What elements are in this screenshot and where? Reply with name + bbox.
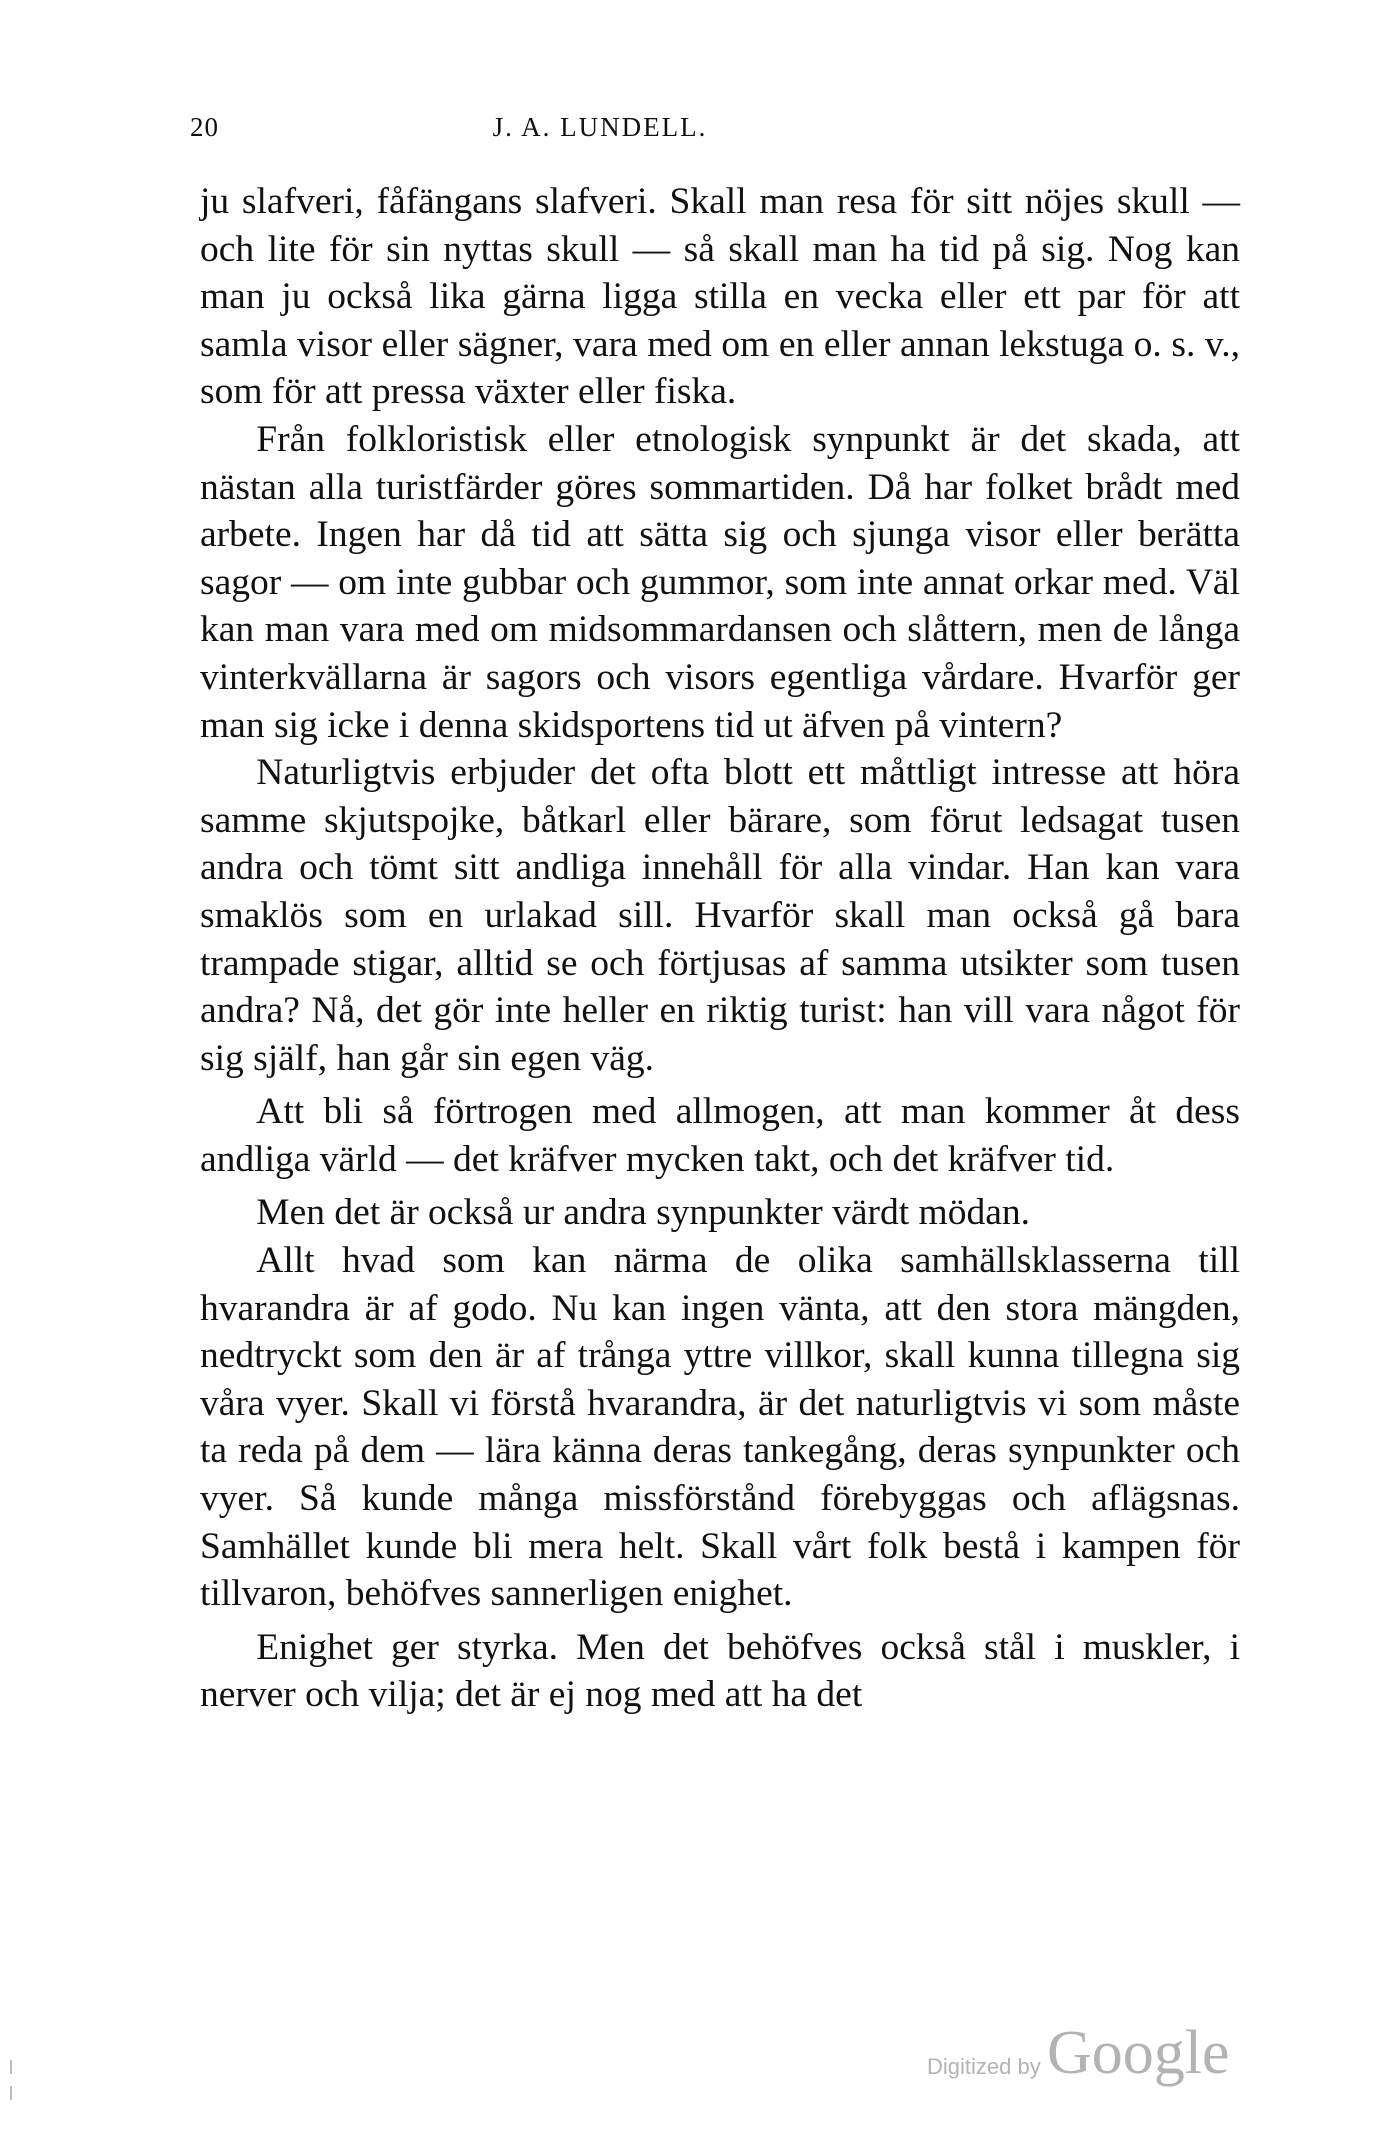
margin-mark-upper [10,2060,12,2074]
body-text [200,178,1240,1719]
paragraph-6: Allt hvad som kan närma de olika samhällsklasserna till hvarandra är af godo. Nu kan ingen vänta, att den stora mängden, nedtryckt som den är af trånga yttre villkor, skall kunna tillegna sig våra vyer. Skall vi förstå hvarandra, är det naturligtvis vi som måste ta reda på dem — lära känna deras tankegång, deras synpunkter och vyer. Så kunde många missförstånd förebyggas och aflägsnas. Samhället kunde bli mera helt. Skall vårt folk bestå i kampen för tillvaron, behöfves sannerligen enighet. [200,1240,1240,1615]
page-number: 20 [190,112,219,142]
paragraph-4: Att bli så förtrogen med allmogen, att man kommer åt dess andliga värld — det kräfver mycken takt, och det kräfver tid. [200,1091,1240,1180]
google-logo: Google [1047,2019,1230,2087]
paragraph-3: Naturligtvis erbjuder det ofta blott ett måttligt intresse att höra samme skjutspojke, båtkarl eller bärare, som förut ledsagat tusen andra och tömt sitt andliga innehåll för alla vindar. Han kan vara smaklös som en urlakad sill. Hvarför skall man också gå bara trampade stigar, alltid se och förtjusas af samma utsikter som tusen andra? Nå, det gör inte heller en riktig turist: han vill vara något för sig själf, han går sin egen väg. [200,752,1240,1079]
paragraph-1: ju slafveri, fåfängans slafveri. Skall man resa för sitt nöjes skull — och lite för sin nyttas skull — så skall man ha tid på sig. Nog kan man ju också lika gärna ligga stilla en vecka eller ett par för att samla visor eller sägner, vara med om en eller annan lekstuga o. s. v., som för att pressa växter eller fiska. [200,181,1240,413]
paragraph-5: Men det är också ur andra synpunkter värdt mödan. [256,1192,1030,1234]
margin-mark-lower [10,2086,12,2100]
paragraph-2: Från folkloristisk eller etnologisk synpunkt är det skada, att nästan alla turistfärder göres sommartiden. Då har folket brådt med arbete. Ingen har då tid att sätta sig och sjunga visor eller berätta sagor — om inte gubbar och gummor, som inte annat orkar med. Väl kan man vara med om midsommardansen och slåttern, men de långa vinterkvällarna är sagors och visors egentliga vårdare. Hvarför ger man sig icke i denna skidsportens tid ut äfven på vintern? [200,418,1240,746]
running-title: J. A. LUNDELL. [492,112,708,142]
digitized-by-label: Digitized by [927,2054,1041,2079]
running-head [190,112,1250,152]
paragraph-7: Enighet ger styrka. Men det behöfves också stål i muskler, i nerver och vilja; det är ej nog med att ha det [200,1626,1240,1716]
digitized-watermark [927,2018,1230,2098]
